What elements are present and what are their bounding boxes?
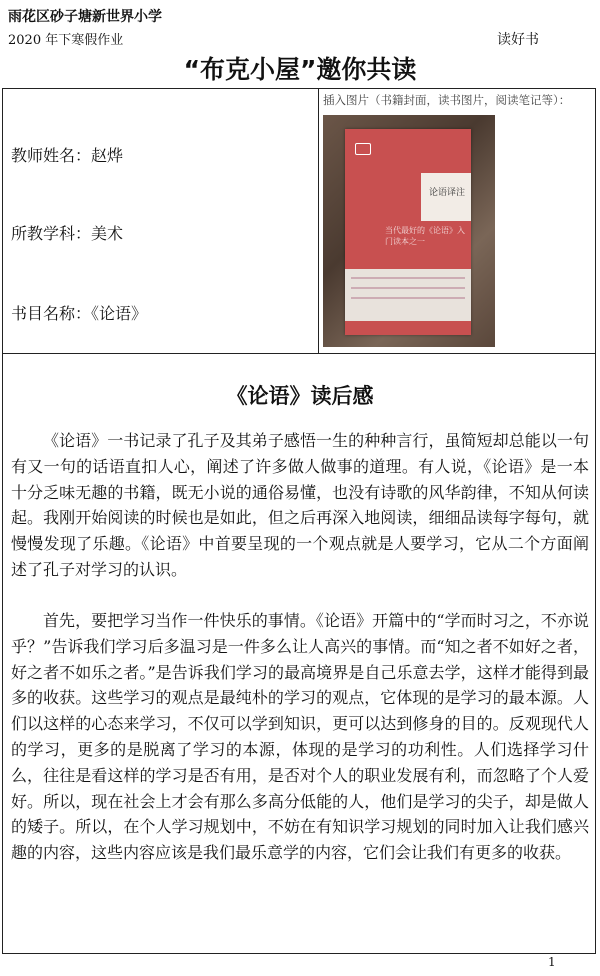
page-number: 1 — [548, 955, 556, 969]
essay-title: 《论语》读后感 — [226, 384, 374, 408]
essay-paragraph-1: 《论语》一书记录了孔子及其弟子感悟一生的种种言行，虽简短却总能以一句有又一句的话语直扣人心，阐述了许多做人做事的道理。有人说，《论语》是一本十分乏味无趣的书籍，既无小说的通俗易懂，也没有诗歌的风华韵律，不知从何读起。我刚开始阅读的时候也是如此，但之后再深入地阅读，细细品读每字每句，就慢慢发现了乐趣。《论语》中首要呈现的一个观点就是人要学习，它从二个方面阐述了孔子对学习的认识。 — [11, 431, 589, 579]
image-caption: 插入图片（书籍封面，读书图片，阅读笔记等）： — [323, 93, 571, 107]
category-label: 读好书 — [497, 32, 539, 48]
essay-paragraph-2: 首先，要把学习当作一件快乐的事情。《论语》开篇中的“学而时习之，不亦说乎？”告诉我们学习后多温习是一件多么让人高兴的事情。而“知之者不如好之者，好之者不如乐之者。”是告诉我们学习的最高境界是自己乐意去学，这样才能得到最多的收获。这些学习的观点是最纯朴的学习的观点，它体现的是学习的最本源。人们以这样的心态来学习，不仅可以学到知识，更可以达到修身的目的。反观现代人的学习，更多的是脱离了学习的本源，体现的是学习的功利性。人们选择学习什么，往往是看这样的学习是否有用，是否对个人的职业发展有利，而忽略了个人爱好。所以，现在社会上才会有那么多高分低能的人，他们是学习的尖子，却是做人的矮子。所以，在个人学习规划中，不妨在有知识学习规划的同时加入让我们感兴趣的内容，这些内容应该是我们最乐意学的内容，它们会让我们有更多的收获。 — [11, 611, 589, 863]
cover-label — [421, 173, 471, 221]
book-cover — [345, 129, 471, 335]
form-table — [2, 88, 596, 954]
school-name: 雨花区砂子塘新世界小学 — [8, 9, 162, 25]
term-label: 2020 年下寒假作业 — [8, 33, 124, 48]
row-divider — [3, 353, 595, 354]
cover-panel — [345, 269, 471, 321]
cover-book-title: 论语译注 — [429, 188, 466, 198]
column-divider — [318, 89, 319, 353]
publisher-logo-icon — [355, 143, 371, 155]
teacher-name: 教师姓名：赵烨 — [11, 146, 124, 165]
book-title-field: 书目名称：《论语》 — [11, 304, 148, 323]
book-cover-photo — [323, 115, 495, 347]
cover-subtitle: 当代最好的《论语》入门读本之一 — [385, 226, 465, 246]
page-title: “布克小屋”邀你共读 — [183, 55, 417, 84]
teacher-subject: 所教学科：美术 — [11, 224, 124, 243]
